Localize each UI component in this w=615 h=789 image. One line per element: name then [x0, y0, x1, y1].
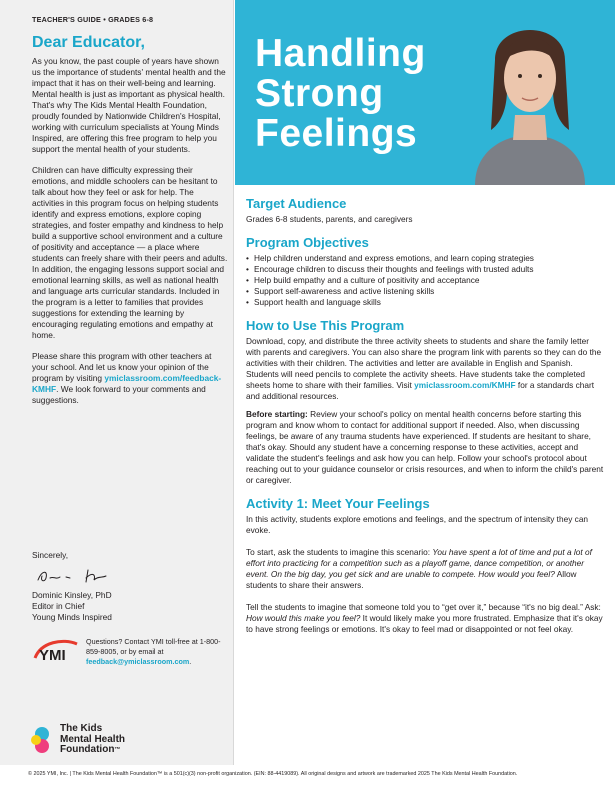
- target-audience-text: Grades 6-8 students, parents, and caregivers: [246, 214, 413, 224]
- guide-label: TEACHER'S GUIDE • GRADES 6-8: [32, 15, 154, 24]
- contact-text-a: Questions? Contact YMI toll-free at 1-800-859-8005, or by email at: [86, 637, 221, 656]
- para3-text-a: Please share this program with other teachers at your school. And let us know your opinion of the program by visiting: [32, 351, 212, 383]
- scenario-italic: You have spent a lot of time and put a lot of effort into practicing for a competition such as a playoff game, dance competition, or another event. On the big day, you get sick and are unable to compete. How would you feel?: [246, 547, 592, 579]
- scenario-paragraph: [246, 547, 606, 591]
- list-item: • Support self-awareness and active listening skills: [246, 286, 606, 297]
- letter-paragraph-3: [32, 351, 228, 406]
- get-over-it-paragraph: [246, 602, 606, 635]
- kmhf-line-1: The Kids: [60, 723, 103, 734]
- getover-text-a: Tell the students to imagine that someone told you to “get over it,” because “it's no big deal.” Ask:: [246, 602, 601, 612]
- getover-italic: How would this make you feel?: [246, 613, 361, 623]
- footer-copyright: © 2025 YMI, Inc. | The Kids Mental Health Foundation™ is a 501(c)(3) non-profit organization. (EIN: 88-4419089). All original designs and artwork are trademarked 2025 The Kids Mental Health Foundation.: [28, 771, 518, 777]
- list-item: • Support health and language skills: [246, 297, 606, 308]
- signer-block: [32, 590, 112, 623]
- ymi-contact-text: [86, 637, 226, 667]
- activity-1-heading: Activity 1: Meet Your Feelings: [246, 496, 430, 511]
- scenario-text-a: To start, ask the students to imagine this scenario:: [246, 547, 433, 557]
- list-item: • Encourage children to discuss their thoughts and feelings with trusted adults: [246, 264, 606, 275]
- signer-title: Editor in Chief: [32, 601, 85, 611]
- kmhf-tm: ™: [114, 747, 121, 753]
- program-objectives-heading: Program Objectives: [246, 235, 369, 250]
- activity-intro: In this activity, students explore emotions and feelings, and the spectrum of intensity they can evoke.: [246, 514, 589, 535]
- title-line-3: Feelings: [255, 112, 418, 155]
- how-to-use-heading: How to Use This Program: [246, 318, 405, 333]
- hero-banner: [235, 0, 615, 185]
- target-audience-heading: Target Audience: [246, 196, 347, 211]
- how-to-use-section: [246, 318, 606, 486]
- howto-text-b: for a standards chart and additional resources.: [246, 380, 595, 401]
- before-starting-paragraph: [246, 409, 606, 486]
- kmhf-line-2: Mental Health: [60, 733, 126, 745]
- ymi-logo-text: YMI: [39, 647, 66, 664]
- page-title: [255, 34, 426, 154]
- signer-org: Young Minds Inspired: [32, 612, 112, 622]
- title-line-1: Handling: [255, 32, 426, 75]
- feedback-email-link[interactable]: feedback@ymiclassroom.com: [86, 657, 190, 666]
- educator-letter-sidebar: [0, 0, 234, 765]
- kmhf-line-3-wrap: [60, 745, 125, 756]
- objectives-list: [246, 253, 606, 308]
- before-starting-label: Before starting:: [246, 409, 308, 419]
- ymi-logo-icon: [33, 636, 79, 666]
- activity-1-section: [246, 496, 606, 635]
- feedback-link[interactable]: ymiclassroom.com/feedback-KMHF: [32, 373, 222, 394]
- program-resources-link[interactable]: ymiclassroom.com/KMHF: [414, 380, 516, 390]
- letter-body: [32, 56, 228, 416]
- scenario-text-b: Allow students to share their answers.: [246, 569, 577, 590]
- program-objectives-section: [246, 235, 606, 308]
- contact-text-b: .: [189, 657, 192, 666]
- sincerely-text: Sincerely,: [32, 550, 69, 560]
- main-content: [246, 196, 606, 645]
- greeting-heading: Dear Educator,: [32, 34, 145, 51]
- student-portrait-image: [445, 0, 615, 185]
- before-starting-text: Review your school's policy on mental health concerns before starting this program and know whom to contact for additional support if needed. Also, when discussing feelings, be aware of any trauma students have experienced. If students are hesitant to share, that's okay. Should any student have a concerning response to these activities, accept and validate the student's feelings and ask how you can help. Follow your school's protocol about reaching out to your guidance counselor or crisis resources, and when to inform the child's parent or caregiver.: [246, 409, 604, 485]
- how-to-use-paragraph: [246, 336, 606, 402]
- list-item: • Help children understand and express emotions, and learn coping strategies: [246, 253, 606, 264]
- letter-paragraph-2: Children can have difficulty expressing their emotions, and middle schoolers can be hesitant to talk about how they feel or ask for help. The activities in this program focus on helping students identify and express emotions, explore coping strategies, and foster empathy and kindness to help build a supportive school environment and a culture of positivity and acceptance — a place where students can freely share with their peers and adults. In addition, the engaging lessons support social and emotional learning skills, as well as national health and language arts curricular standards. Included in the program is a letter to families that provides suggestions for extending the learning by encouraging regulating emotions and empathy at home.: [32, 165, 228, 340]
- getover-text-b: It would likely make you more frustrated. Emphasize that it's okay to have strong feelings or emotions. It's okay to feel mad or disappointed or not feel okay.: [246, 613, 603, 634]
- title-line-2: Strong: [255, 72, 384, 115]
- howto-text-a: Download, copy, and distribute the three activity sheets to students and share the family letter with parents and caregivers. You can also share the program link with parents so they can do the activities with their children. The activities and letter are available in English and Spanish. Students will need pencils to complete the activity sheets. Have students take the completed sheets home to share with their families. Visit: [246, 336, 602, 390]
- signer-name: Dominic Kinsley, PhD: [32, 590, 112, 600]
- list-item: • Help build empathy and a culture of positivity and acceptance: [246, 275, 606, 286]
- para3-text-b: . We look forward to your comments and suggestions.: [32, 384, 206, 405]
- letter-paragraph-1: As you know, the past couple of years have shown us the importance of students' mental health and the impact that it has on their well-being and learning. Mental health is just as important as physical health. That's why The Kids Mental Health Foundation, proudly founded by Nationwide Children's Hospital, working with curriculum specialists at Young Minds Inspired, are offering this free program to help you support the mental health of your students.: [32, 56, 226, 154]
- signature-icon: [36, 566, 126, 586]
- kmhf-logo-wordmark: [60, 724, 125, 756]
- kmhf-line-3: Foundation: [60, 744, 115, 755]
- target-audience-section: [246, 196, 606, 225]
